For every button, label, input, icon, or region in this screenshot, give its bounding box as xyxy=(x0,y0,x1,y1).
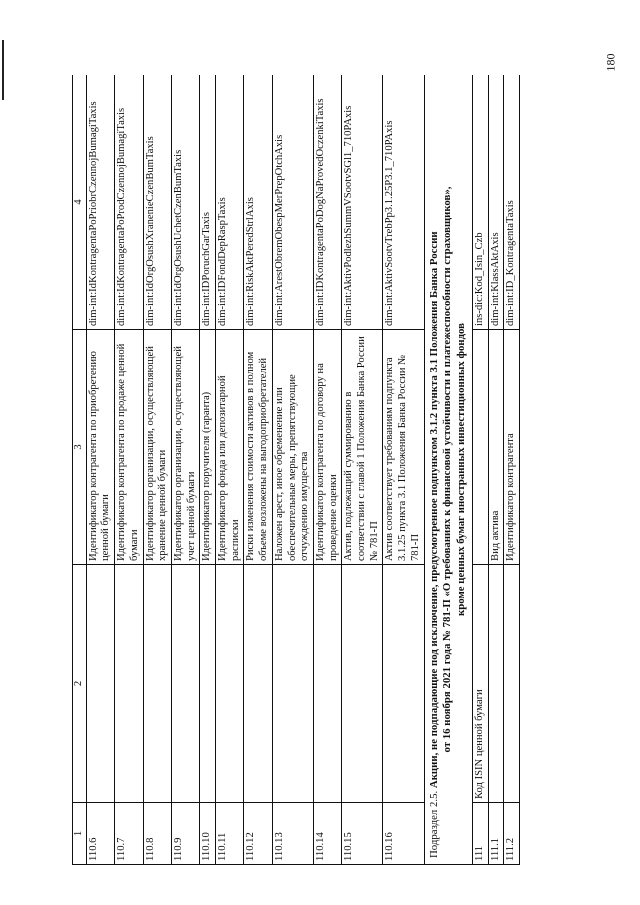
section-heading-row xyxy=(424,75,472,865)
table-cell-c2 xyxy=(272,565,313,803)
table-cell-c3: Вид актива xyxy=(488,330,504,565)
table-cell-c2 xyxy=(86,565,114,803)
table-row xyxy=(473,75,489,865)
rotated-content xyxy=(72,75,600,865)
table-cell-c3: Риски изменения стоимости активов в полном объеме возложены на выгодоприобретателей xyxy=(244,330,272,565)
table-cell-c4: dim-int:AktivSootvTrebPp3.1.25P3.1_710PAxis xyxy=(383,75,424,330)
table-cell-c3: Идентификатор контрагента xyxy=(504,330,520,565)
table-row xyxy=(504,75,520,865)
table-row xyxy=(272,75,313,865)
table-cell-c2 xyxy=(143,565,171,803)
header-cell-3: 3 xyxy=(73,330,87,565)
table-cell-c4: dim-int:AktivPodlezhSummVSootvSGl1_710PAxis xyxy=(342,75,383,330)
table-row xyxy=(313,75,341,865)
table-row xyxy=(383,75,424,865)
table-cell-c4: dim-int:IDPoruchGarTaxis xyxy=(200,75,216,330)
table-cell-c3: Идентификатор контрагента по приобретению ценной бумаги xyxy=(86,330,114,565)
row-number-cell: 110.11 xyxy=(216,803,244,865)
table-cell-c3: Актив, подлежащий суммированию в соответствии с главой 1 Положения Банка России № 781-П xyxy=(342,330,383,565)
table-cell-c2 xyxy=(115,565,143,803)
row-number-cell: 110.10 xyxy=(200,803,216,865)
table-cell-c2 xyxy=(313,565,341,803)
header-cell-1: 1 xyxy=(73,803,87,865)
table-cell-c3: Наложен арест, иное обременение или обеспечительные меры, препятствующие отчуждению имущества xyxy=(272,330,313,565)
table-cell-c3: Актив соответствует требованиям подпункта 3.1.25 пункта 3.1 Положения Банка России № 781-П xyxy=(383,330,424,565)
table-cell-c3: Идентификатор контрагента по продаже ценной бумаги xyxy=(115,330,143,565)
rotated-page-area xyxy=(72,75,600,865)
table-cell-c2 xyxy=(200,565,216,803)
table-cell-c4: dim-int:KlassAktAxis xyxy=(488,75,504,330)
table-row xyxy=(216,75,244,865)
table-cell-c2 xyxy=(383,565,424,803)
row-number-cell: 110.12 xyxy=(244,803,272,865)
margin-mark xyxy=(2,40,4,100)
table-cell-c2 xyxy=(342,565,383,803)
data-table xyxy=(72,75,520,865)
table-cell-c4: dim-int:IDKontragentaPoDogNaProvedOczenkiTaxis xyxy=(313,75,341,330)
row-number-cell: 110.15 xyxy=(342,803,383,865)
table-cell-c3: Идентификатор организации, осуществляющей хранение ценной бумаги xyxy=(143,330,171,565)
row-number-cell: 110.6 xyxy=(86,803,114,865)
table-cell-c3: Идентификатор поручителя (гаранта) xyxy=(200,330,216,565)
header-cell-4: 4 xyxy=(73,75,87,330)
section-line-1: Акции, не подпадающие под исключение, предусмотренное подпунктом 3.1.2 пункта 3.1 Положения Банка России xyxy=(427,231,440,789)
table-cell-c3: Идентификатор организации, осуществляющей учет ценной бумаги xyxy=(171,330,199,565)
table-cell-c2: Код ISIN ценной бумаги xyxy=(473,565,489,803)
section-prefix: Подраздел 2.5. xyxy=(427,788,440,858)
table-row xyxy=(488,75,504,865)
table-cell-c3 xyxy=(473,330,489,565)
table-cell-c2 xyxy=(216,565,244,803)
row-number-cell: 110.7 xyxy=(115,803,143,865)
table-row xyxy=(244,75,272,865)
row-number-cell: 110.16 xyxy=(383,803,424,865)
table-cell-c4: dim-int:ID_KontragentaTaxis xyxy=(504,75,520,330)
row-number-cell: 111 xyxy=(473,803,489,865)
table-cell-c2 xyxy=(171,565,199,803)
table-cell-c4: dim-int:RiskAktPeredStrlAxis xyxy=(244,75,272,330)
table-cell-c4: ins-dic:Kod_Isin_Czb xyxy=(473,75,489,330)
row-number-cell: 111.2 xyxy=(504,803,520,865)
page-number: 180 xyxy=(603,53,618,72)
table-cell-c4: dim-int:IDFondDepRaspTaxis xyxy=(216,75,244,330)
table-row xyxy=(342,75,383,865)
table-cell-c3: Идентификатор фонда или депозитарной расписки xyxy=(216,330,244,565)
table-row xyxy=(115,75,143,865)
row-number-cell: 110.14 xyxy=(313,803,341,865)
row-number-cell: 110.13 xyxy=(272,803,313,865)
table-row xyxy=(86,75,114,865)
table-row xyxy=(143,75,171,865)
header-row xyxy=(73,75,87,865)
table-row xyxy=(171,75,199,865)
section-heading xyxy=(424,75,472,865)
row-number-cell: 110.9 xyxy=(171,803,199,865)
table-cell-c3: Идентификатор контрагента по договору на проведение оценки xyxy=(313,330,341,565)
table-cell-c4: dim-int:IdOrgOsushXranenieCzenBumTaxis xyxy=(143,75,171,330)
table-cell-c4: dim-int:ArestObremObespMerPrepOtchAxis xyxy=(272,75,313,330)
table-row xyxy=(200,75,216,865)
table-cell-c2 xyxy=(244,565,272,803)
header-cell-2: 2 xyxy=(73,565,87,803)
table-cell-c4: dim-int:IdKontragentaPoPriobrCzennojBumagiTaxis xyxy=(86,75,114,330)
row-number-cell: 111.1 xyxy=(488,803,504,865)
table-cell-c4: dim-int:IdOrgOsushUchetCzenBumTaxis xyxy=(171,75,199,330)
table-cell-c4: dim-int:IdKontragentaPoProdCzennojBumagiTaxis xyxy=(115,75,143,330)
section-line-3: кроме ценных бумаг иностранных инвестиционных фондов xyxy=(454,322,467,617)
row-number-cell: 110.8 xyxy=(143,803,171,865)
table-cell-c2 xyxy=(504,565,520,803)
table-cell-c2 xyxy=(488,565,504,803)
section-line-2: от 16 ноября 2021 года № 781-П «О требованиях к финансовой устойчивости и платежеспособности страховщиков», xyxy=(441,186,454,753)
